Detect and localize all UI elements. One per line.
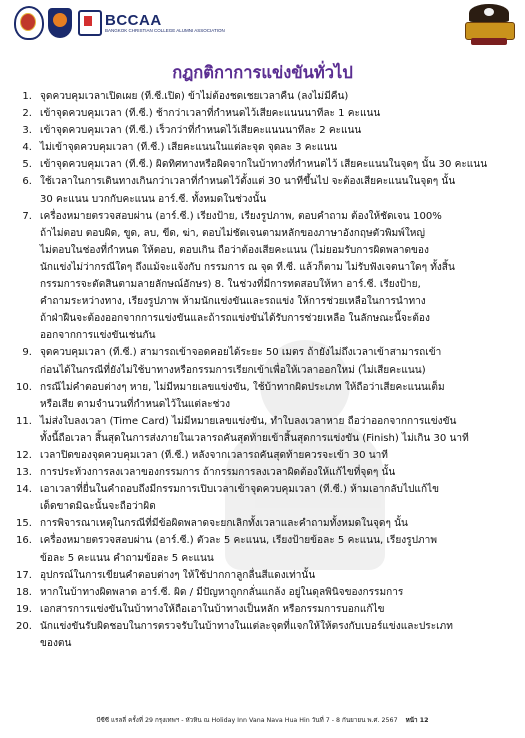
shield-emblem-icon	[48, 8, 72, 38]
pirate-rally-logo-icon	[463, 4, 515, 48]
rule-text: เข้าจุดควบคุมเวลา (ที.ซี.) เร็วกว่าที่กำหนดไว้เสียคะแนนนาทีละ 2 คะแนน	[40, 125, 362, 137]
rule-item	[14, 105, 512, 122]
rule-number: 14.	[15, 484, 32, 496]
rule-item	[14, 618, 512, 652]
rule-item	[14, 515, 512, 532]
rule-text: เอกสารการแข่งขันในบ้าทางให้ถือเอาในบ้าทางเป็นหลัก หรือกรรมการบอกแก้ไข	[40, 603, 385, 615]
rule-item	[14, 139, 512, 156]
rule-text: การประท้วงการลงเวลาของกรรมการ ถ้ากรรมการลงเวลาผิดต้องให้แก้ไขที่จุดๆ นั้น	[40, 467, 396, 479]
rule-number: 3.	[22, 125, 32, 137]
rule-text: ไม่เข้าจุดควบคุมเวลา (ที.ซี.) เสียคะแนนในแต่ละจุด จุดละ 3 คะแนน	[40, 142, 338, 154]
rule-number: 10.	[15, 381, 32, 393]
rule-item	[14, 584, 512, 601]
rule-number: 16.	[15, 535, 32, 547]
rule-number: 7.	[22, 210, 32, 222]
rule-number: 17.	[15, 569, 32, 581]
rule-item	[14, 208, 512, 345]
rules-list	[14, 88, 512, 652]
rule-item	[14, 88, 512, 105]
bccaa-logo	[78, 10, 225, 36]
rule-item	[14, 464, 512, 481]
rule-item	[14, 447, 512, 464]
rule-text: นักแข่งขันรับผิดชอบในการตรวจรับในบ้าทางในแต่ละจุดที่แจกให้ให้ตรงกับเบอร์แข่งและประเภท ของตน	[40, 620, 453, 649]
rule-number: 2.	[22, 108, 32, 120]
rule-text: กรณีไม่คำตอบต่างๆ หาย, ไม่มีหมายเลขแข่งขัน, ใช้บ้าทากผิดประเภท ให้ถือว่าเสียคะแนนเต็ม หรือเสีย ตามจำนวนที่กำหนดไว้ในแต่ละช่วง	[40, 381, 445, 410]
rule-number: 12.	[15, 449, 32, 461]
rule-number: 19.	[15, 603, 32, 615]
rule-text: หากในบ้าทางผิดพลาด อาร์.ซี. ผิด / มีปัญหาถูกกลั่นแกล้ง อยู่ในดุลพินิจของกรรมการ	[40, 586, 404, 598]
rule-item	[14, 173, 512, 207]
rule-text: เอาเวลาที่ยื่นในคำถอบถึงมีกรรมการเปิบเวลาเข้าจุดควบคุมเวลา (ที.ซี.) ห้ามเอากลับไปแก้ไข เด็ดขาดมิฉะนั้นจะถือว่าผิด	[40, 484, 440, 513]
rule-number: 11.	[15, 415, 32, 427]
rule-item	[14, 481, 512, 515]
rule-number: 5.	[22, 159, 32, 171]
rule-item	[14, 567, 512, 584]
rule-text: การพิจารณาเหตุในกรณีที่มีข้อผิดพลาดจะยกเลิกทั้งเวลาและคำถามทั้งหมดในจุดๆ นั้น	[40, 518, 408, 530]
rule-number: 6.	[22, 176, 32, 188]
rule-text: เวลาปิดของจุดควบคุมเวลา (ที.ซี.) หลังจากเวลารถคันสุดท้ายควรจะเข้า 30 นาที	[40, 449, 388, 461]
footer-text: บีซีซี แรลลี่ ครั้งที่ 29 กรุงเทพฯ - หัวหิน ณ Holiday Inn Vana Nava Hua Hin วันที่ 7 - 8 กันยายน พ.ศ. 2567	[96, 717, 398, 724]
rule-text: จุดควบคุมเวลาเปิดเผย (ที.ซี.เปิด) ข้าไม่ต้องชดเชยเวลาคืน (ลงไม่มีคืน)	[40, 91, 349, 102]
rule-number: 1.	[22, 91, 32, 102]
rule-item	[14, 156, 512, 173]
rule-item	[14, 344, 512, 378]
rule-item	[14, 601, 512, 618]
page-number: หน้า 12	[405, 717, 429, 724]
header-logos	[14, 6, 225, 40]
rule-text: เข้าจุดควบคุมเวลา (ที.ซี.) ช้ากว่าเวลาที่กำหนดไว้เสียคะแนนนาทีละ 1 คะแนน	[40, 108, 381, 120]
rule-number: 15.	[15, 518, 32, 530]
rule-number: 18.	[15, 586, 32, 598]
rule-text: เครื่องหมายตรวจสอบผ่าน (อาร์.ซี.) ตัวละ 5 คะแนน, เรียงป้ายข้อละ 5 คะแนน, เรียงรูปภาพ ข้อละ 5 คะแนน คำถามข้อละ 5 คะแนน	[40, 535, 437, 564]
footer	[0, 715, 525, 725]
rule-item	[14, 413, 512, 447]
bccaa-mark-icon	[78, 10, 102, 36]
rule-text: อุปกรณ์ในการเขียนคำตอบต่างๆ ให้ใช้ปากกาลูกลื่นสีแดงเท่านั้น	[40, 569, 316, 581]
rule-item	[14, 122, 512, 139]
rule-item	[14, 532, 512, 566]
rule-text: เครื่องหมายตรวจสอบผ่าน (อาร์.ซี.) เรียงป้าย, เรียงรูปภาพ, ตอบคำถาม ต้องให้ชัดเจน 100% ถ้าไม่ตอบ ตอบผิด, ขูด, ลบ, ขีด, ฆ่า, ตอบไม่ชัดเจนตามหลักของภาษาอังกฤษตัวพิมพ์ใหญ่ ไม่ตอบในช่องที่กำหนด ให้ตอบ, ตอบเกิน ถือว่าต้องเสียคะแนน (ไม่ยอมรับการผิดพลาดของ นักแข่งไม่ว่ากรณีใดๆ ถึงแม้จะแจ้งกับ กรรมการ ณ จุด ที.ซี. แล้วก็ตาม ไม่รับฟังเจตนาใดๆ ทั้งสิ้น กรรมการจะตัดสินตามลายลักษณ์อักษร) 8. ในช่วงที่มีการทดสอบให้หา อาร์.ซี. เรียงป้าย, คำถามระหว่างทาง, เรียงรูปภาพ ห้ามนักแข่งขันและรถแข่ง ให้การช่วยเหลือในการนำทาง ถ้าฝ่าฝืนจะต้องออกจากการแข่งขันและถ้ารถแข่งขันได้รับการช่วยเหลือ ในลักษณะนี้จะต้อง ออกจากการแข่งขันเช่นกัน	[40, 210, 455, 342]
org-subtitle: BANGKOK CHRISTIAN COLLEGE ALUMNI ASSOCIATION	[105, 28, 225, 33]
rule-text: เข้าจุดควบคุมเวลา (ที.ซี.) ผิดทิศทางหรือผิดจากในบ้าทางที่กำหนดไว้ เสียคะแนนในจุดๆ นั้น 30 คะแนน	[40, 159, 488, 171]
rule-text: จุดควบคุมเวลา (ที.ซี.) สามารถเข้าจอดคอยได้ระยะ 50 เมตร ถ้ายังไม่ถึงเวลาเข้าสามารถเข้า ก่อนได้ในกรณีที่ยังไม่ใช้บาทางหรือกรรมการเรียกเข้าเพื่อให้เวลาออกใหม่ (ไม่เสียคะแนน)	[40, 347, 442, 376]
rule-text: ไม่ส่งใบลงเวลา (Time Card) ไม่มีหมายเลขแข่งขัน, ทำใบลงเวลาหาย ถือว่าออกจากการแข่งขัน ทั้งนี้ถือเวลา สิ้นสุดในการส่งภายในเวลารถคันสุดท้ายเข้าสิ้นสุดการแข่งขัน (Finish) ไม่เกิน 30 นาที	[40, 415, 469, 444]
org-name: BCCAA	[105, 12, 162, 29]
rule-number: 20.	[15, 620, 32, 632]
school-emblem-icon	[14, 6, 44, 40]
rule-item	[14, 379, 512, 413]
rule-number: 9.	[22, 347, 32, 359]
page-title: กฎกติกาการแข่งขันทั่วไป	[172, 63, 353, 82]
rule-number: 13.	[15, 467, 32, 479]
rule-text: ใช้เวลาในการเดินทางเกินกว่าเวลาที่กำหนดไว้ตั้งแต่ 30 นาทีขึ้นไป จะต้องเสียคะแนนในจุดๆ นั้น 30 คะแนน บวกกับคะแนน อาร์.ซี. ทั้งหมดในช่วงนั้น	[40, 176, 456, 205]
rule-number: 4.	[22, 142, 32, 154]
